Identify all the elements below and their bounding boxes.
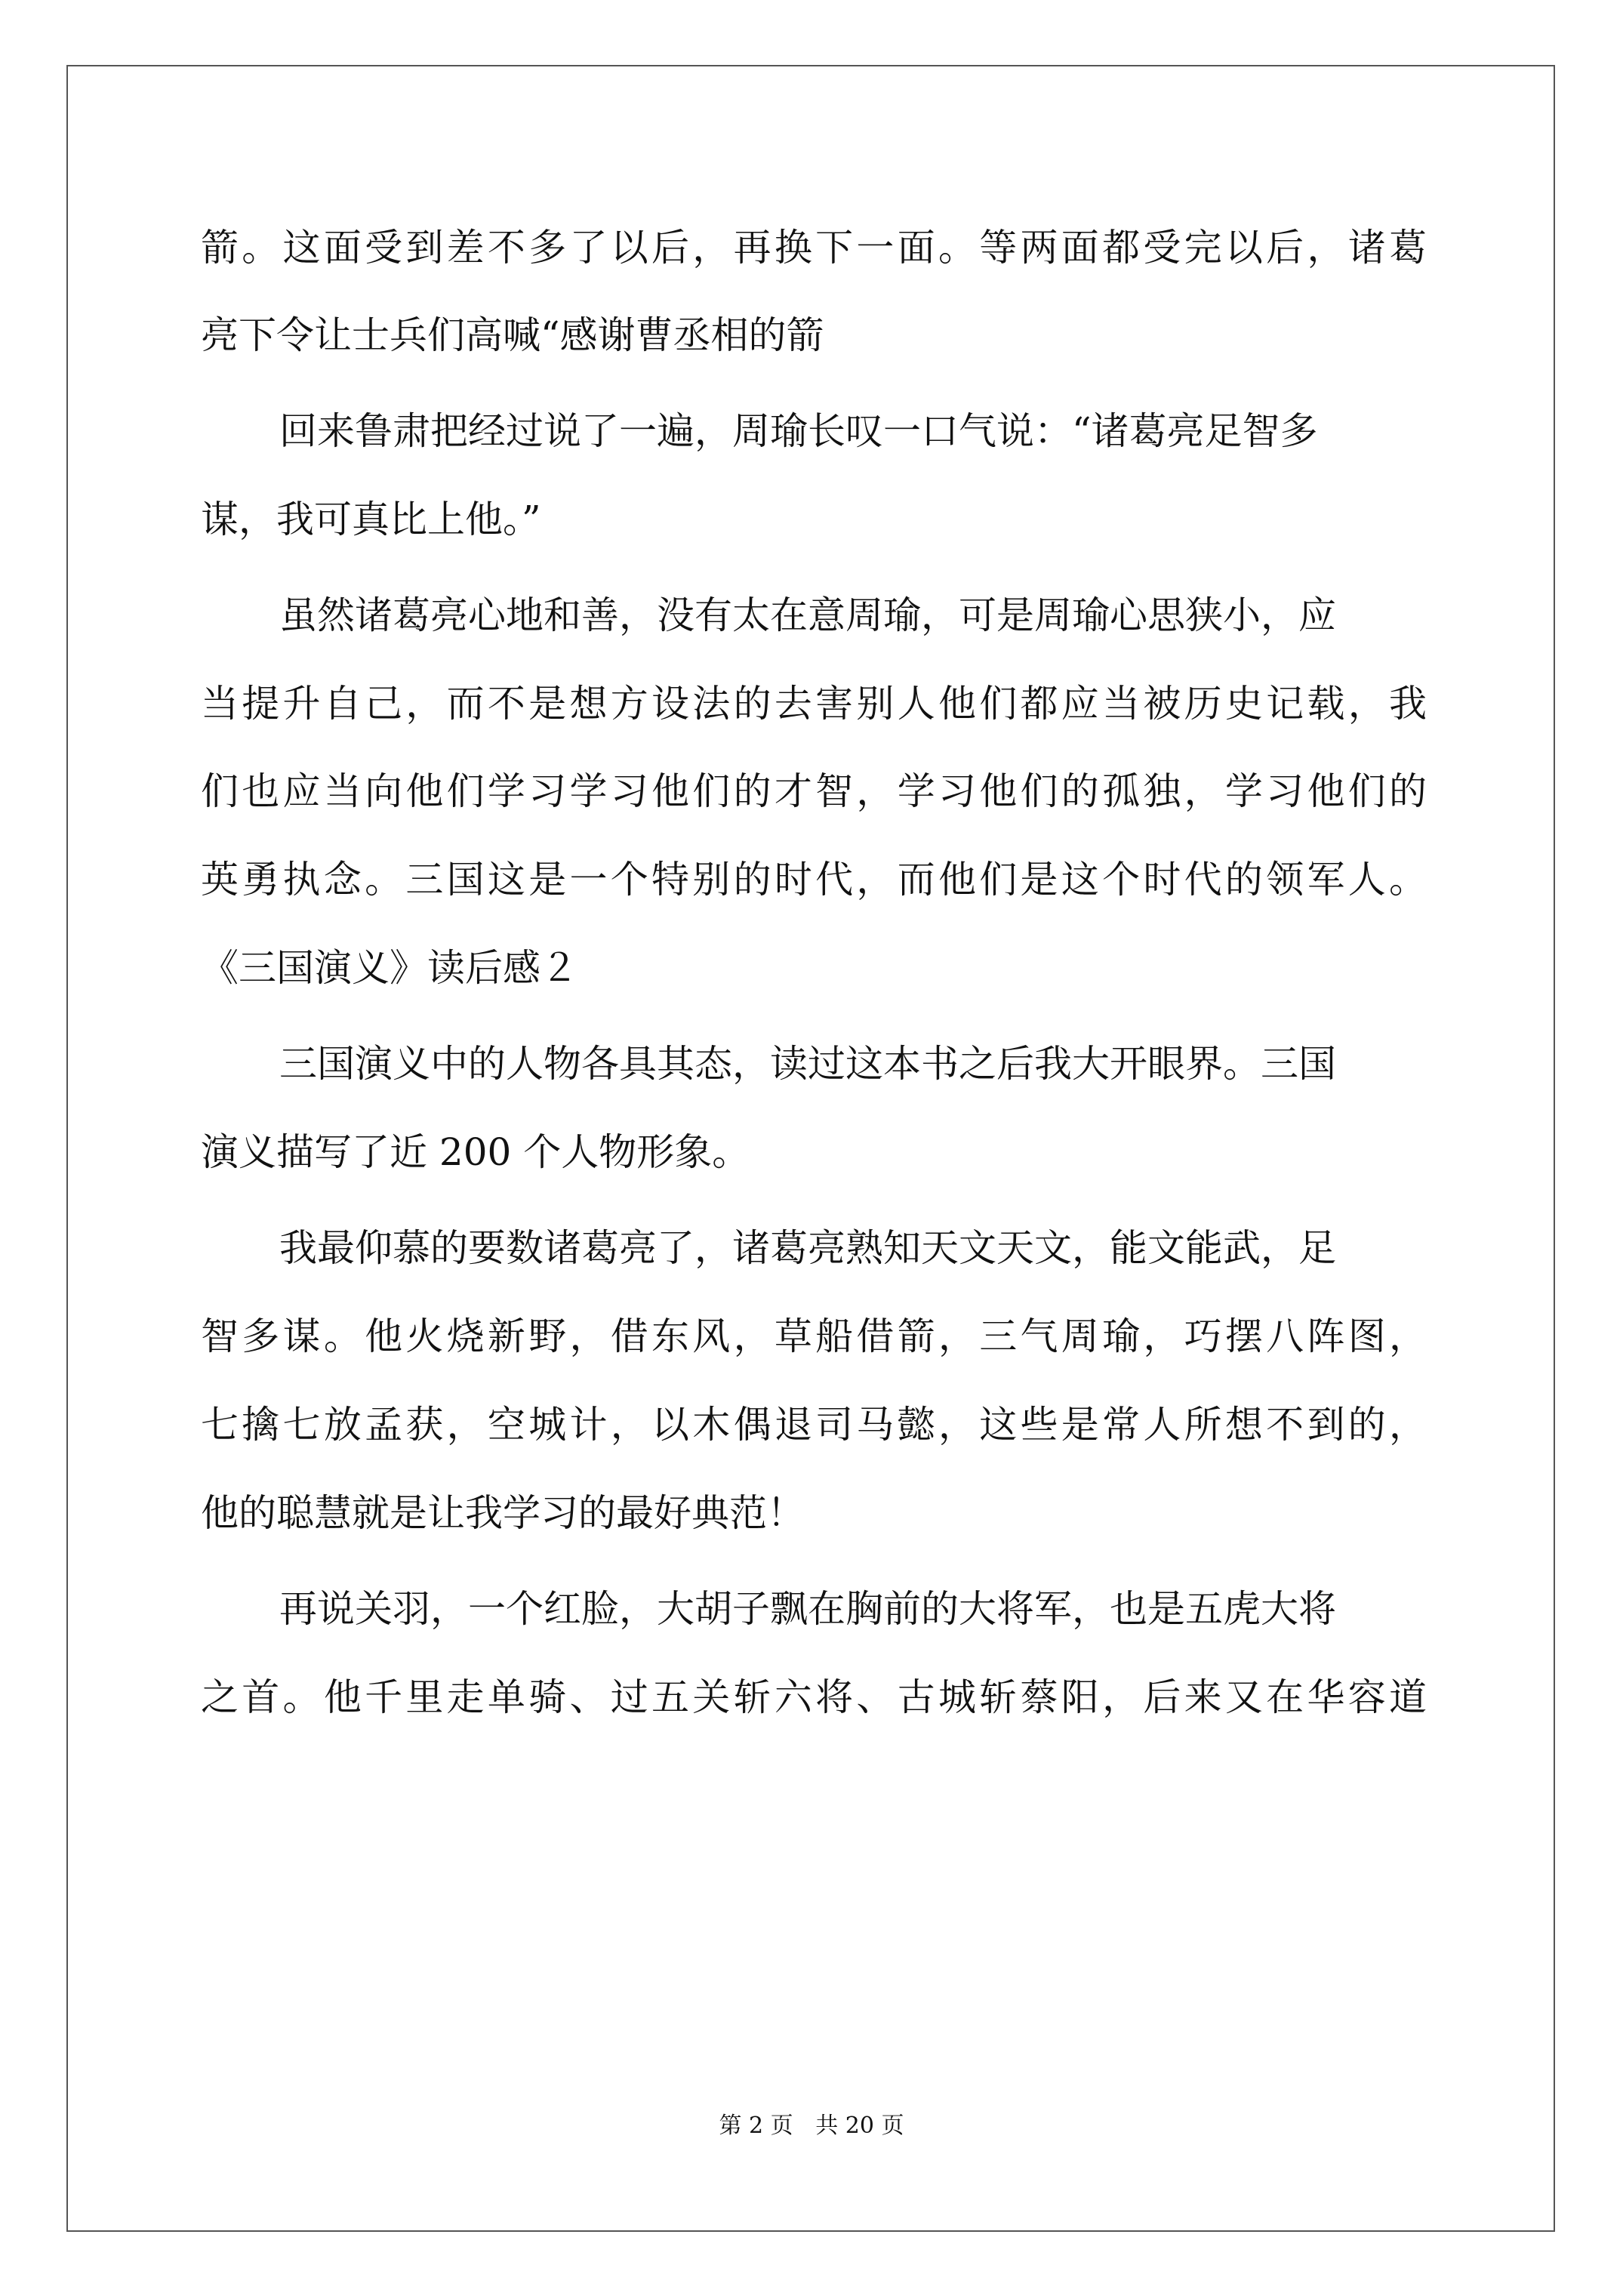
text-line: 之首。他千里走单骑、过五关斩六将、古城斩蔡阳，后来又在华容道: [201, 1675, 1427, 1719]
text-line: 他的聪慧就是让我学习的最好典范！: [201, 1491, 805, 1535]
text-line: 箭。这面受到差不多了以后，再换下一面。等两面都受完以后，诸葛: [201, 226, 1427, 270]
text-line: 演义描写了近 200 个人物形象。: [201, 1130, 750, 1174]
text-line: 虽然诸葛亮心地和善，没有太在意周瑜，可是周瑜心思狭小，应: [279, 593, 1336, 637]
text-line: 亮下令让士兵们高喊“感谢曹丞相的箭: [201, 313, 824, 357]
text-line: 们也应当向他们学习学习他们的才智，学习他们的孤独，学习他们的: [201, 769, 1427, 813]
text-line: 智多谋。他火烧新野，借东风，草船借箭，三气周瑜，巧摆八阵图，: [201, 1314, 1427, 1358]
text-line: 再说关羽，一个红脸，大胡子飘在胸前的大将军，也是五虎大将: [279, 1587, 1336, 1631]
text-line: 回来鲁肃把经过说了一遍，周瑜长叹一口气说：“诸葛亮足智多: [279, 409, 1318, 453]
text-line: 七擒七放孟获，空城计，以木偶退司马懿，这些是常人所想不到的，: [201, 1403, 1427, 1447]
text-line: 谋，我可真比上他。”: [201, 498, 541, 541]
page-total: 共 20 页: [815, 2113, 904, 2139]
page-footer: [0, 2106, 1623, 2140]
section-heading: 《三国演义》读后感２: [201, 946, 578, 990]
text-line: 当提升自己，而不是想方设法的去害别人他们都应当被历史记载，我: [201, 682, 1427, 726]
text-line: 我最仰慕的要数诸葛亮了，诸葛亮熟知天文天文，能文能武，足: [279, 1226, 1336, 1270]
text-line: 英勇执念。三国这是一个特别的时代，而他们是这个时代的领军人。: [201, 858, 1427, 901]
text-line: 三国演义中的人物各具其态，读过这本书之后我大开眼界。三国: [279, 1042, 1336, 1086]
page-number: 第 2 页: [719, 2113, 793, 2139]
